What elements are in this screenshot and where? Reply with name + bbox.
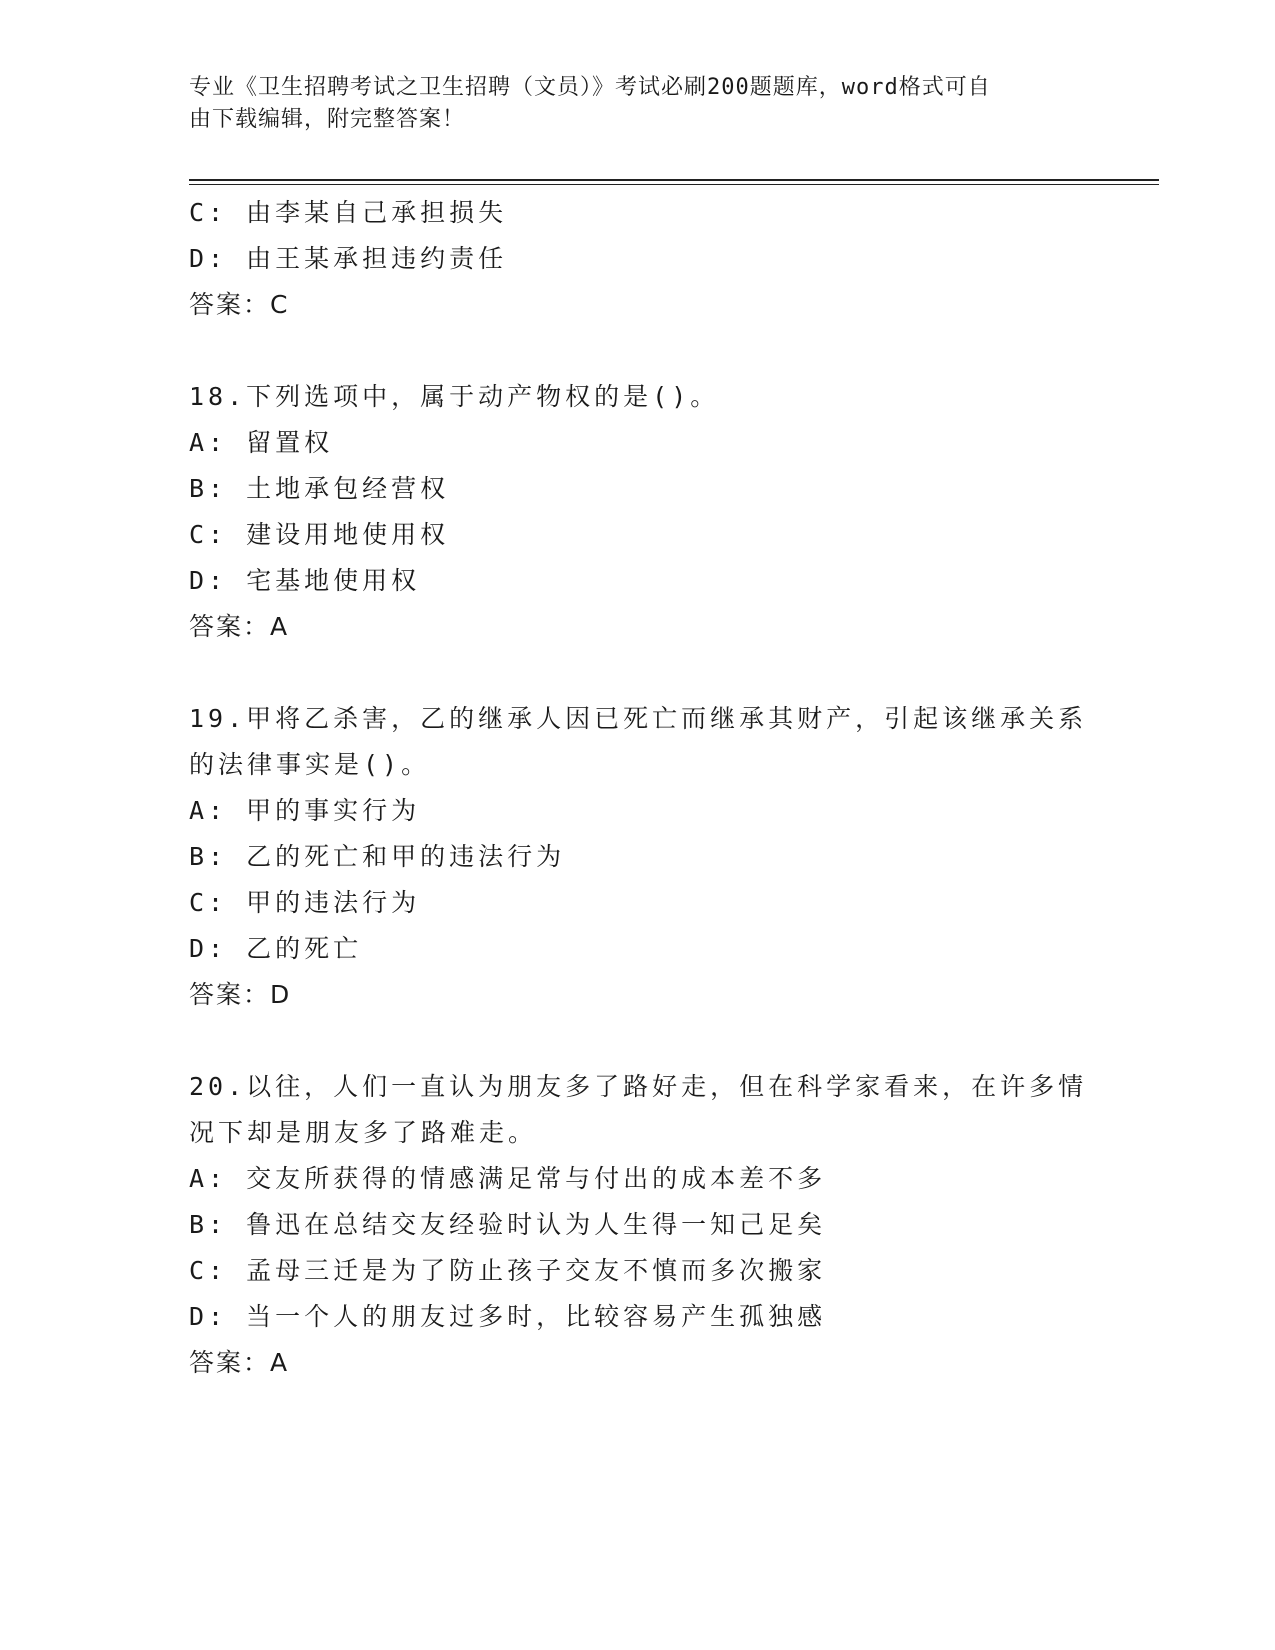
document-header bbox=[189, 72, 1089, 136]
option-d: D: 宅基地使用权 bbox=[189, 566, 421, 595]
header-line-2: 由下载编辑，附完整答案！ bbox=[189, 107, 466, 132]
option-c: C: 孟母三迁是为了防止孩子交友不慎而多次搬家 bbox=[189, 1256, 827, 1285]
answer-line: 答案：A bbox=[189, 612, 290, 641]
header-divider-thin bbox=[189, 184, 1159, 185]
option-a: A: 甲的事实行为 bbox=[189, 796, 421, 825]
question-stem-line-2: 况下却是朋友多了路难走。 bbox=[189, 1118, 538, 1147]
option-a: A: 留置权 bbox=[189, 428, 334, 457]
header-line-1: 专业《卫生招聘考试之卫生招聘（文员）》考试必刷200题题库，word格式可自 bbox=[189, 75, 991, 100]
question-17-tail bbox=[189, 190, 1089, 328]
option-d: D: 当一个人的朋友过多时，比较容易产生孤独感 bbox=[189, 1302, 827, 1331]
option-c: C: 建设用地使用权 bbox=[189, 520, 450, 549]
option-c: C: 甲的违法行为 bbox=[189, 888, 421, 917]
header-divider-thick bbox=[189, 179, 1159, 181]
option-d: D: 由王某承担违约责任 bbox=[189, 244, 508, 273]
spacer bbox=[189, 328, 1089, 374]
question-20 bbox=[189, 1064, 1089, 1386]
question-list bbox=[189, 190, 1089, 1386]
answer-line: 答案：D bbox=[189, 980, 292, 1009]
question-stem-line-1: 19.甲将乙杀害，乙的继承人因已死亡而继承其财产，引起该继承关系 bbox=[189, 704, 1088, 733]
spacer bbox=[189, 1018, 1089, 1064]
option-a: A: 交友所获得的情感满足常与付出的成本差不多 bbox=[189, 1164, 827, 1193]
question-18 bbox=[189, 374, 1089, 650]
option-b: B: 乙的死亡和甲的违法行为 bbox=[189, 842, 566, 871]
answer-line: 答案：C bbox=[189, 290, 290, 319]
option-c: C: 由李某自己承担损失 bbox=[189, 198, 508, 227]
option-b: B: 鲁迅在总结交友经验时认为人生得一知己足矣 bbox=[189, 1210, 827, 1239]
question-19 bbox=[189, 696, 1089, 1018]
question-stem-line-1: 20.以往，人们一直认为朋友多了路好走，但在科学家看来，在许多情 bbox=[189, 1072, 1088, 1101]
option-b: B: 土地承包经营权 bbox=[189, 474, 450, 503]
option-d: D: 乙的死亡 bbox=[189, 934, 363, 963]
answer-line: 答案：A bbox=[189, 1348, 290, 1377]
spacer bbox=[189, 650, 1089, 696]
question-stem: 18.下列选项中，属于动产物权的是()。 bbox=[189, 382, 720, 411]
question-stem-line-2: 的法律事实是()。 bbox=[189, 750, 431, 779]
